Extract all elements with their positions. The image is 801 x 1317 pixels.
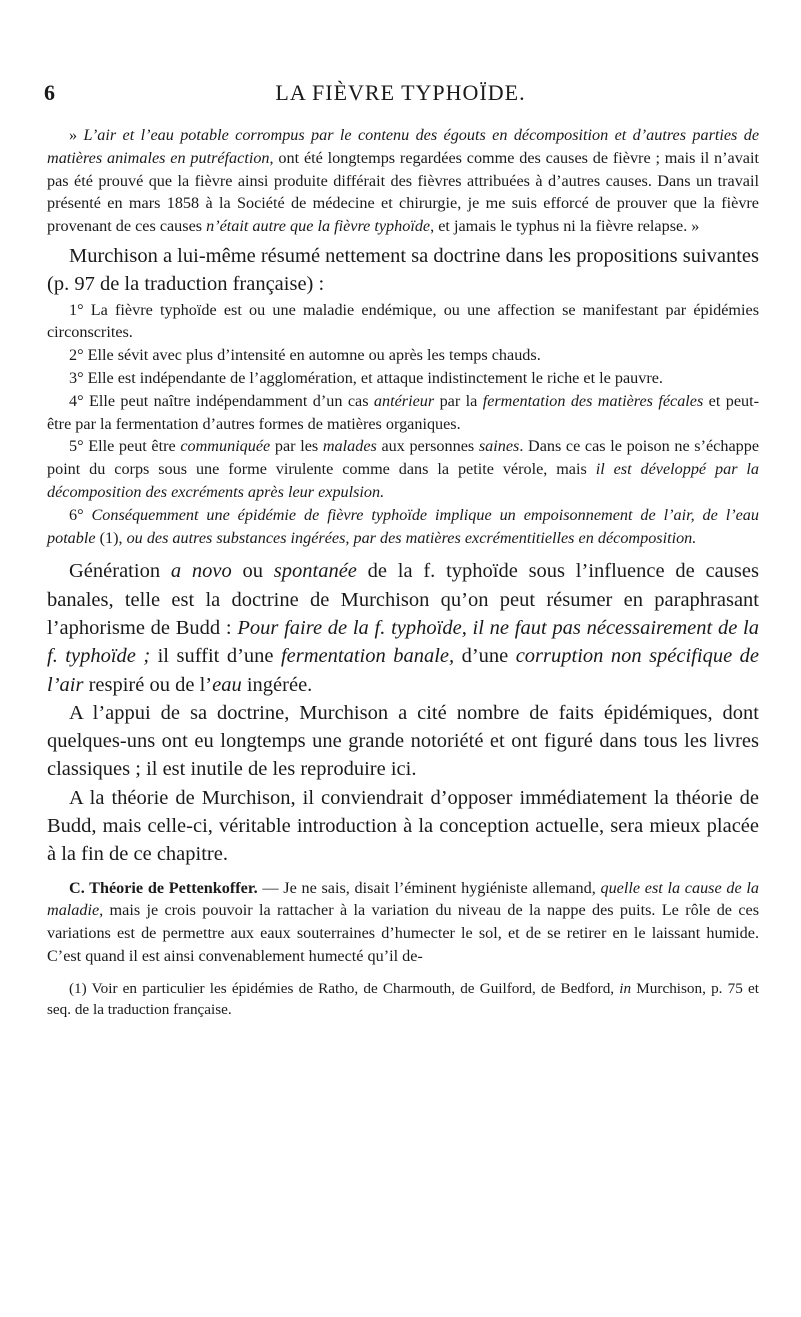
italic-text: n’était autre que la fièvre typhoïde: [206, 217, 431, 236]
text-run: et peut-être par la fermentation d’autres formes de matières organiques.: [47, 391, 759, 433]
text-run: ingérée.: [241, 673, 313, 696]
section-c-pettenkoffer: [47, 877, 759, 968]
text-run: , ont été longtemps regardées comme des causes de fièvre ; mais il n’avait pas été prouvé que la fièvre ainsi produite différait des fièvres attribuées à d’autres causes. Dans un travail présenté en mars 1858 à la Société de médecine et chirurgie, je me suis efforcé de prouver que la fièvre provenant de ces causes: [47, 148, 759, 236]
text-run: ou: [231, 560, 274, 583]
text-run: 6°: [69, 505, 92, 524]
text-run: respiré ou de l’: [83, 673, 213, 696]
text-run: (1) Voir en particulier les épidémies de Ratho, de Charmouth, de Guilford, de Bedford,: [69, 979, 620, 997]
text-run: aux personnes: [376, 437, 479, 456]
italic-text: il est développé par la décomposition des excréments après leur expulsion.: [47, 460, 760, 501]
paragraph-generation: [47, 557, 759, 698]
page-number: 6: [44, 80, 55, 105]
italic-text: eau: [212, 673, 242, 696]
text-run: par la: [434, 391, 483, 410]
italic-text: a novo: [170, 560, 232, 583]
italic-text: in: [619, 979, 632, 997]
running-title: LA FIÈVRE TYPHOÏDE.: [275, 80, 526, 105]
proposition-1: [47, 299, 759, 345]
text-run: Murchison a lui-même résumé nettement sa doctrine dans les propositions suivantes (p. 97 de la traduction française) :: [47, 244, 760, 296]
section-heading: C. Théorie de Pettenkoffer.: [69, 878, 258, 897]
summary-intro: [47, 242, 759, 299]
text-run: A la théorie de Murchison, il conviendrait d’opposer immédiatement la théorie de Budd, mais celle-ci, véritable introduction à la conception actuelle, sera mieux placée à la fin de ce chapitre.: [47, 786, 759, 866]
italic-text: spontanée: [273, 560, 357, 583]
italic-text: fermentation banale,: [280, 645, 455, 668]
italic-text: malades: [322, 437, 377, 456]
text-run: 1° La fièvre typhoïde est ou une maladie endémique, ou une affection se manifestant par épidémies circonscrites.: [47, 300, 759, 342]
text-run: 5° Elle peut être: [69, 437, 181, 456]
text-run: . Dans ce cas le poison ne s’échappe point du corps sous une forme virulente comme dans la petite vérole, mais: [47, 437, 760, 479]
proposition-2: [47, 344, 759, 367]
italic-text: ou des autres substances ingérées, par des matières excrémentitielles en décomposition.: [126, 528, 697, 547]
proposition-3: [47, 367, 759, 390]
italic-text: communiquée: [180, 437, 271, 456]
italic-text: Pour faire de la f. typhoïde, il ne faut pas nécessairement de la f. typhoïde ;: [47, 616, 759, 668]
text-run: mais je crois pouvoir la rattacher à la variation du niveau de la nappe des puits. Le rôle de ces variations est de permettre aux eaux souterraines d’humecter le sol, et de se retirer en le laissant humide. C’est quand il est ainsi convenablement humecté qu’il de-: [47, 901, 759, 965]
text-run: par les: [270, 437, 323, 456]
italic-text: fermentation des matières fécales: [482, 391, 704, 410]
text-run: 2° Elle sévit avec plus d’intensité en automne ou après les temps chauds.: [69, 346, 541, 365]
text-run: Génération: [69, 560, 171, 583]
italic-text: corruption non spécifique de l’air: [47, 645, 759, 696]
proposition-4: [47, 390, 759, 436]
text-run: »: [69, 126, 84, 144]
text-run: de la f. typhoïde sous l’influence de causes banales, telle est la doctrine de Murchison qu’on peut résumer en paraphrasant l’aphorisme de Budd :: [47, 560, 759, 639]
paragraph-appui: [47, 699, 759, 784]
text-run: — Je ne sais, disait l’éminent hygiéniste allemand,: [257, 878, 601, 897]
paragraph-budd: [47, 784, 759, 869]
text-run: , et jamais le typhus ni la fièvre relapse. »: [430, 217, 700, 236]
text-run: (1),: [95, 528, 127, 547]
italic-text: antérieur: [373, 391, 435, 410]
footnote: [47, 978, 759, 1020]
text-run: A l’appui de sa doctrine, Murchison a cité nombre de faits épidémiques, dont quelques-uns ont eu longtemps une grande notoriété et ont figuré dans tous les livres classiques ; il est inutile de les reproduire ici.: [47, 701, 759, 781]
text-run: 3° Elle est indépendante de l’agglomération, et attaque indistinctement le riche et le pauvre.: [69, 368, 663, 387]
italic-text: saines: [478, 437, 520, 456]
page-body: [47, 124, 759, 1020]
text-run: Murchison, p. 75 et seq. de la traduction française.: [47, 979, 759, 1018]
italic-text: quelle est la cause de la maladie,: [47, 878, 759, 920]
text-run: d’une: [454, 645, 516, 668]
proposition-6: [47, 504, 759, 550]
text-run: 4° Elle peut naître indépendamment d’un cas: [69, 391, 374, 410]
page-header: [44, 80, 757, 110]
italic-text: L’air et l’eau potable corrompus par le contenu des égouts en décomposition et d’autres parties de matières animales en putréfaction: [47, 126, 760, 167]
proposition-5: [47, 435, 759, 503]
murchison-quote: [47, 124, 759, 238]
text-run: il suffit d’une: [150, 645, 281, 668]
italic-text: Conséquemment une épidémie de fièvre typhoïde implique un empoisonnement de l’air, de l’eau potable: [47, 505, 759, 547]
